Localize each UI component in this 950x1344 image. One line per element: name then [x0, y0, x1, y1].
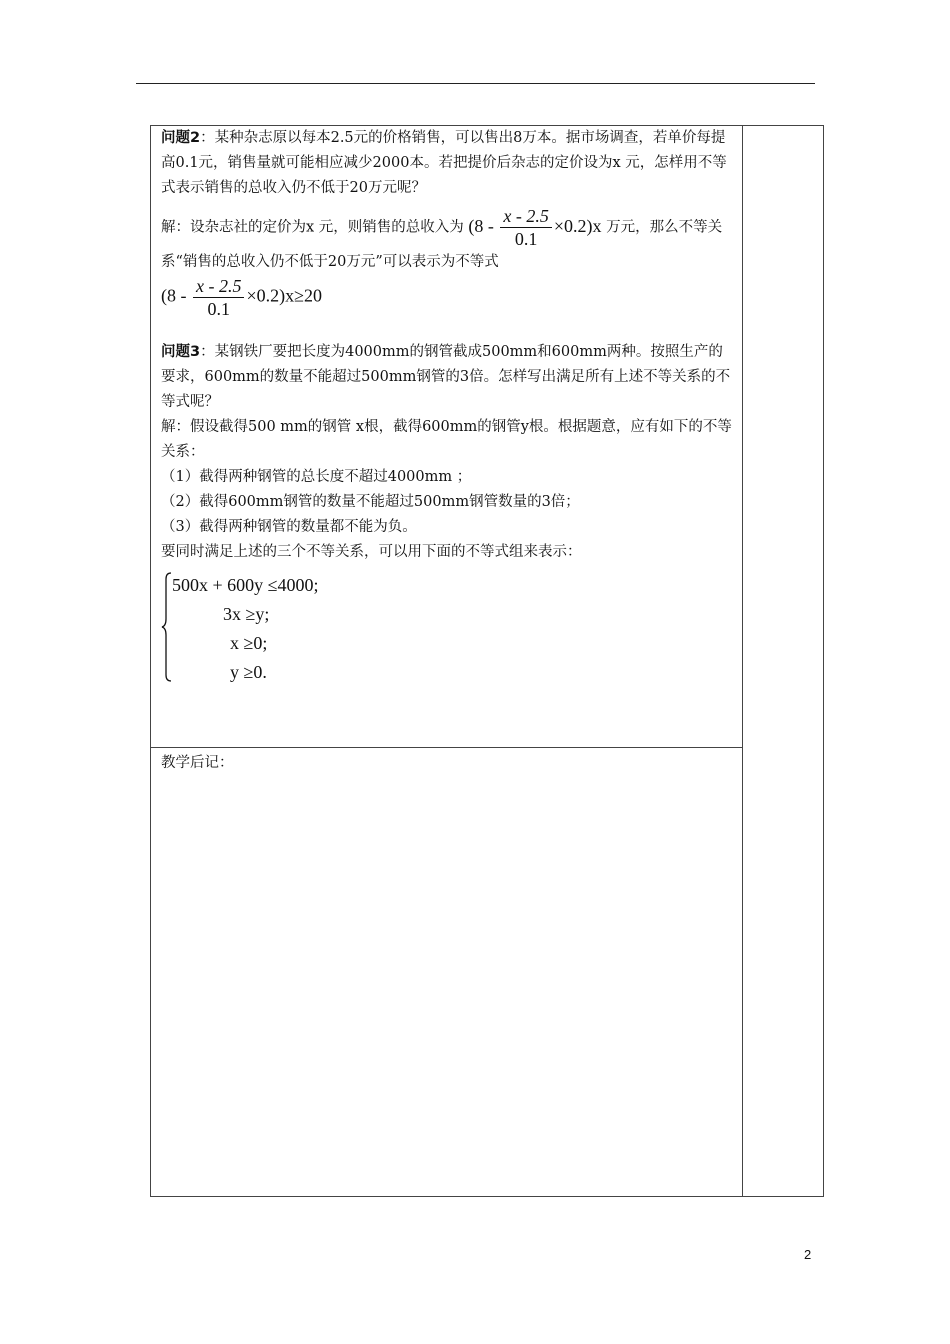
teaching-notes-label: 教学后记：: [161, 755, 234, 771]
ineq-bound: ≥20: [294, 285, 323, 306]
problem-3-conclusion: 要同时满足上述的三个不等关系，可以用下面的不等式组来表示：: [161, 544, 582, 560]
problem-3-text: ：某钢铁厂要把长度为4000mm的钢管截成500mm和600mm两种。按照生产的要求，600mm的数量不能超过500mm钢管的3倍。怎样写出满足所有上述不等关系的不等式呢？: [161, 344, 731, 410]
condition-item-1: （1）截得两种钢管的总长度不超过4000mm ；: [161, 469, 472, 485]
system-line-2: 3x ≥y;: [223, 604, 270, 624]
problem-2-solution-suffix: 万元，那么不等关系“销售的总收入仍不低于20万元”可以表示为不等式: [161, 219, 723, 270]
problem-3-label: 问题3: [161, 344, 201, 360]
fraction-numerator: x - 2.5: [500, 205, 551, 228]
problem-3: [161, 340, 736, 415]
page-number: 2: [804, 1247, 812, 1262]
inequality-system: [161, 571, 736, 683]
condition-item-2: （2）截得600mm钢管的数量不能超过500mm钢管数量的3倍；: [161, 494, 580, 510]
fraction-denominator: 0.1: [514, 229, 538, 249]
problem-2-solution: [161, 205, 736, 275]
revenue-inequality: [161, 275, 736, 320]
lesson-content: [161, 126, 736, 683]
header-rule: [136, 83, 815, 84]
ineq-expr-right: ×0.2)x: [246, 285, 295, 306]
problem-2: [161, 126, 736, 201]
ineq-fraction: [193, 275, 244, 320]
problem-2-solution-prefix: 解：设杂志社的定价为x 元，则销售的总收入为: [161, 219, 464, 236]
fraction: [500, 205, 551, 250]
revenue-expression: [468, 206, 602, 249]
ineq-fraction-numerator: x - 2.5: [193, 275, 244, 298]
ineq-fraction-denominator: 0.1: [207, 299, 230, 319]
ineq-left: (8 -: [161, 285, 191, 306]
table-column-divider: [742, 125, 743, 1197]
problem-3-solution: 解：假设截得500 mm的钢管 x根，截得600mm的钢管y根。根据题意，应有如下的不等关系：: [161, 419, 732, 460]
expr-right: ×0.2)x: [553, 215, 602, 236]
system-line-4: y ≥0.: [230, 662, 267, 682]
problem-2-text: ：某种杂志原以每本2.5元的价格销售，可以售出8万本。据市场调查，若单价每提高0.1元，销售量就可能相应减少2000本。若把提价后杂志的定价设为x 元，怎样用不等式表示销售的总收入仍不低于20万元呢？: [161, 130, 727, 196]
problem-2-label: 问题2: [161, 130, 201, 146]
table-row-divider: [150, 747, 742, 748]
system-line-1: 500x + 600y ≤4000;: [172, 575, 319, 595]
condition-item-3: （3）截得两种钢管的数量都不能为负。: [161, 519, 417, 535]
expr-left: (8 -: [468, 215, 499, 236]
system-line-3: x ≥0;: [230, 633, 268, 653]
